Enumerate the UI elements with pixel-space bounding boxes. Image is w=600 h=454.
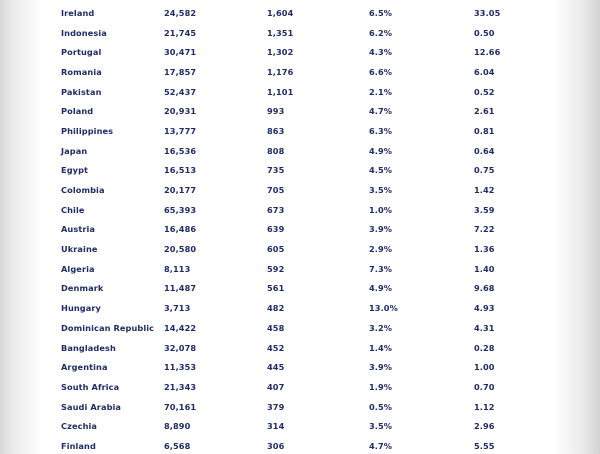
value-1-cell: 52,437 xyxy=(164,86,197,97)
value-3-cell: 0.70 xyxy=(474,381,495,392)
value-2-cell: 1,302 xyxy=(267,47,294,58)
country-name-cell: Finland xyxy=(61,440,96,451)
row-margin xyxy=(0,397,61,417)
percent-cell: 4.9% xyxy=(369,283,393,294)
percent-cell: 3.5% xyxy=(369,185,393,196)
table-row xyxy=(0,279,600,299)
value-3-cell: 2.61 xyxy=(474,106,495,117)
table-row xyxy=(0,180,600,200)
value-3-cell: 33.05 xyxy=(474,7,501,18)
value-2-cell: 561 xyxy=(267,283,285,294)
country-name-cell: Poland xyxy=(61,106,94,117)
value-1-cell: 11,487 xyxy=(164,283,197,294)
value-2-cell: 863 xyxy=(267,125,285,136)
country-stats-table xyxy=(0,3,600,454)
table-row xyxy=(0,23,600,43)
table-row xyxy=(0,239,600,259)
value-1-cell: 21,745 xyxy=(164,27,197,38)
value-3-cell: 5.55 xyxy=(474,440,495,451)
percent-cell: 6.2% xyxy=(369,27,393,38)
value-3-cell: 1.36 xyxy=(474,244,495,255)
table-row xyxy=(0,259,600,279)
value-2-cell: 605 xyxy=(267,244,285,255)
row-margin xyxy=(0,82,61,102)
value-3-cell: 0.50 xyxy=(474,27,495,38)
value-1-cell: 6,568 xyxy=(164,440,191,451)
country-name-cell: Romania xyxy=(61,66,102,77)
percent-cell: 6.3% xyxy=(369,125,393,136)
value-1-cell: 30,471 xyxy=(164,47,197,58)
country-name-cell: Ukraine xyxy=(61,244,98,255)
value-1-cell: 13,777 xyxy=(164,125,197,136)
percent-cell: 2.9% xyxy=(369,244,393,255)
value-1-cell: 11,353 xyxy=(164,362,197,373)
value-2-cell: 445 xyxy=(267,362,285,373)
table-row xyxy=(0,161,600,181)
percent-cell: 3.2% xyxy=(369,322,393,333)
row-margin xyxy=(0,121,61,141)
row-margin xyxy=(0,318,61,338)
row-margin xyxy=(0,42,61,62)
value-2-cell: 306 xyxy=(267,440,285,451)
country-name-cell: Argentina xyxy=(61,362,108,373)
value-1-cell: 16,513 xyxy=(164,165,197,176)
row-margin xyxy=(0,239,61,259)
value-2-cell: 1,351 xyxy=(267,27,294,38)
table-row xyxy=(0,436,600,454)
table-row xyxy=(0,200,600,220)
value-3-cell: 0.52 xyxy=(474,86,495,97)
row-margin xyxy=(0,416,61,436)
value-1-cell: 70,161 xyxy=(164,401,197,412)
table-row xyxy=(0,82,600,102)
value-3-cell: 0.75 xyxy=(474,165,495,176)
percent-cell: 13.0% xyxy=(369,303,398,314)
value-2-cell: 735 xyxy=(267,165,285,176)
value-1-cell: 24,582 xyxy=(164,7,197,18)
value-1-cell: 8,113 xyxy=(164,263,191,274)
value-1-cell: 8,890 xyxy=(164,421,191,432)
row-margin xyxy=(0,220,61,240)
percent-cell: 0.5% xyxy=(369,401,393,412)
value-2-cell: 993 xyxy=(267,106,285,117)
value-2-cell: 458 xyxy=(267,322,285,333)
value-2-cell: 407 xyxy=(267,381,285,392)
country-name-cell: Hungary xyxy=(61,303,101,314)
value-1-cell: 20,177 xyxy=(164,185,197,196)
country-name-cell: Dominican Republic xyxy=(61,322,155,333)
table-row xyxy=(0,416,600,436)
value-1-cell: 21,343 xyxy=(164,381,197,392)
country-name-cell: Austria xyxy=(61,224,96,235)
country-name-cell: Czechia xyxy=(61,421,98,432)
table-row xyxy=(0,42,600,62)
percent-cell: 4.7% xyxy=(369,440,393,451)
percent-cell: 1.4% xyxy=(369,342,393,353)
table-row xyxy=(0,318,600,338)
percent-cell: 4.3% xyxy=(369,47,393,58)
value-2-cell: 592 xyxy=(267,263,285,274)
table-row xyxy=(0,377,600,397)
value-3-cell: 2.96 xyxy=(474,421,495,432)
row-margin xyxy=(0,377,61,397)
country-name-cell: Pakistan xyxy=(61,86,102,97)
percent-cell: 4.5% xyxy=(369,165,393,176)
table-row xyxy=(0,338,600,358)
country-name-cell: Japan xyxy=(61,145,88,156)
table-row xyxy=(0,101,600,121)
percent-cell: 3.9% xyxy=(369,362,393,373)
value-3-cell: 4.31 xyxy=(474,322,495,333)
value-2-cell: 1,604 xyxy=(267,7,294,18)
table-body xyxy=(0,3,600,454)
row-margin xyxy=(0,161,61,181)
value-2-cell: 452 xyxy=(267,342,285,353)
value-1-cell: 65,393 xyxy=(164,204,197,215)
value-1-cell: 16,486 xyxy=(164,224,197,235)
value-2-cell: 482 xyxy=(267,303,285,314)
row-margin xyxy=(0,436,61,454)
table-row xyxy=(0,298,600,318)
row-margin xyxy=(0,3,61,23)
row-margin xyxy=(0,338,61,358)
value-3-cell: 1.42 xyxy=(474,185,495,196)
value-1-cell: 20,580 xyxy=(164,244,197,255)
value-1-cell: 16,536 xyxy=(164,145,197,156)
percent-cell: 4.9% xyxy=(369,145,393,156)
percent-cell: 3.9% xyxy=(369,224,393,235)
table-row xyxy=(0,141,600,161)
value-2-cell: 639 xyxy=(267,224,285,235)
row-margin xyxy=(0,200,61,220)
country-name-cell: Ireland xyxy=(61,7,95,18)
value-2-cell: 673 xyxy=(267,204,285,215)
value-1-cell: 14,422 xyxy=(164,322,197,333)
row-margin xyxy=(0,141,61,161)
value-1-cell: 17,857 xyxy=(164,66,197,77)
value-2-cell: 1,101 xyxy=(267,86,294,97)
percent-cell: 1.9% xyxy=(369,381,393,392)
row-margin xyxy=(0,101,61,121)
country-name-cell: Bangladesh xyxy=(61,342,116,353)
value-3-cell: 12.66 xyxy=(474,47,501,58)
percent-cell: 2.1% xyxy=(369,86,393,97)
country-name-cell: Denmark xyxy=(61,283,104,294)
country-name-cell: South Africa xyxy=(61,381,120,392)
value-3-cell: 1.40 xyxy=(474,263,495,274)
value-1-cell: 32,078 xyxy=(164,342,197,353)
row-margin xyxy=(0,357,61,377)
value-2-cell: 1,176 xyxy=(267,66,294,77)
country-name-cell: Colombia xyxy=(61,185,105,196)
value-3-cell: 0.28 xyxy=(474,342,495,353)
value-1-cell: 20,931 xyxy=(164,106,197,117)
value-2-cell: 705 xyxy=(267,185,285,196)
row-margin xyxy=(0,62,61,82)
value-2-cell: 379 xyxy=(267,401,285,412)
country-name-cell: Portugal xyxy=(61,47,102,58)
percent-cell: 7.3% xyxy=(369,263,393,274)
table-row xyxy=(0,62,600,82)
value-3-cell: 1.00 xyxy=(474,362,495,373)
percent-cell: 3.5% xyxy=(369,421,393,432)
percent-cell: 1.0% xyxy=(369,204,393,215)
percent-cell: 6.5% xyxy=(369,7,393,18)
value-3-cell: 6.04 xyxy=(474,66,495,77)
table-row xyxy=(0,357,600,377)
value-3-cell: 4.93 xyxy=(474,303,495,314)
row-margin xyxy=(0,259,61,279)
row-margin xyxy=(0,279,61,299)
table-row xyxy=(0,397,600,417)
value-2-cell: 314 xyxy=(267,421,285,432)
table-row xyxy=(0,121,600,141)
row-margin xyxy=(0,180,61,200)
country-name-cell: Algeria xyxy=(61,263,95,274)
country-name-cell: Saudi Arabia xyxy=(61,401,122,412)
country-name-cell: Egypt xyxy=(61,165,89,176)
value-3-cell: 3.59 xyxy=(474,204,495,215)
percent-cell: 6.6% xyxy=(369,66,393,77)
value-2-cell: 808 xyxy=(267,145,285,156)
table-row xyxy=(0,220,600,240)
table-row xyxy=(0,3,600,23)
row-margin xyxy=(0,298,61,318)
value-3-cell: 9.68 xyxy=(474,283,495,294)
country-name-cell: Philippines xyxy=(61,125,114,136)
country-name-cell: Chile xyxy=(61,204,85,215)
value-1-cell: 3,713 xyxy=(164,303,191,314)
value-3-cell: 1.12 xyxy=(474,401,495,412)
value-3-cell: 0.81 xyxy=(474,125,495,136)
country-name-cell: Indonesia xyxy=(61,27,107,38)
row-margin xyxy=(0,23,61,43)
value-3-cell: 7.22 xyxy=(474,224,495,235)
percent-cell: 4.7% xyxy=(369,106,393,117)
value-3-cell: 0.64 xyxy=(474,145,495,156)
